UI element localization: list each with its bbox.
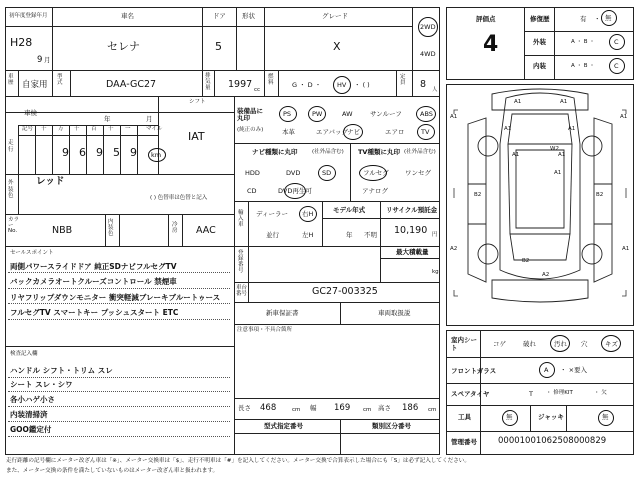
checked-label: 車検 xyxy=(24,109,37,117)
displacement: 1997 xyxy=(228,79,253,90)
first-reg-month: 9 xyxy=(37,55,43,65)
seat-item: キズ xyxy=(605,340,618,348)
digit-label: 一 xyxy=(125,126,131,132)
seat-item: 汚れ xyxy=(554,340,567,348)
new-warranty: 新車保証書 xyxy=(266,309,299,317)
drive-2wd: 2WD xyxy=(420,23,436,31)
checked-month-label: 月 xyxy=(146,115,153,123)
shape-label: 形状 xyxy=(242,12,255,20)
handle-left: 左H xyxy=(302,231,314,239)
repair-label: 修復歴 xyxy=(530,15,550,23)
footer-line-1: 走行距離の記号欄にメーター改ざん車は「※」、メーター交換車は「$」、走行不明車は「#」を記入してください。メーター交換で合算表示した場合にも「S」は必ず記入してください。 xyxy=(6,458,470,464)
first-reg-year: H28 xyxy=(10,36,33,49)
type-spec-label: 型式指定番号 xyxy=(264,422,303,430)
doors: 5 xyxy=(215,40,222,53)
max-load-unit: kg xyxy=(432,269,439,275)
diagram-label: A2 xyxy=(450,246,458,252)
recycle-label: リサイクル預託金 xyxy=(386,206,438,214)
car-name: セレナ xyxy=(107,40,140,53)
diagram-label: A1 xyxy=(560,99,568,105)
equip-item: ABS xyxy=(420,110,433,118)
model-year-label: モデル年式 xyxy=(333,206,366,214)
seat-item: 破れ xyxy=(523,340,536,348)
digit-label: 万 xyxy=(58,126,64,132)
glass-label: フロントガラス xyxy=(451,367,497,375)
jack-label: ジャッキ xyxy=(538,413,564,421)
month-unit: 月 xyxy=(44,56,51,64)
diagram-label: A1 xyxy=(450,114,458,120)
equip-item: PW xyxy=(312,110,323,118)
exterior-grades: A ・ B ・ xyxy=(571,39,595,45)
mileage-digit: 6 xyxy=(79,146,86,159)
model: DAA-GC27 xyxy=(106,79,157,90)
sales-line-2: バックカメラオートクルーズコントロール 禁煙車 xyxy=(10,277,177,286)
height-value: 186 xyxy=(402,403,419,413)
interior-color-label: 内装色 xyxy=(108,219,114,238)
mileage-digit: 5 xyxy=(113,146,120,159)
shift-label: シフト xyxy=(189,99,206,105)
reg-no-label: 登録番号 xyxy=(238,250,244,275)
capacity-label: 定員 xyxy=(400,74,406,87)
length-unit: cm xyxy=(292,407,301,413)
diagram-label: B2 xyxy=(596,192,604,198)
inspector-line-5: GOO鑑定付 xyxy=(10,425,52,434)
tv-item: ワンセグ xyxy=(405,169,431,177)
capacity: 8 xyxy=(420,79,427,90)
handle-right: 右H xyxy=(302,210,314,218)
class-label: 車歴 xyxy=(8,74,14,87)
fuel-selected: HV xyxy=(337,81,347,89)
jack-value: 無 xyxy=(602,413,609,421)
digit-label: 記号 xyxy=(22,126,34,132)
model-year-value: 不明 xyxy=(364,231,377,239)
driven-label: 走行 xyxy=(8,140,14,153)
fuel-other: ・ ( ) xyxy=(354,81,370,89)
length-label: 長さ xyxy=(238,404,251,412)
inspector-label: 検査記入欄 xyxy=(10,351,38,357)
sales-line-4: フルセグTV スマートキー プッシュスタート ETC xyxy=(10,308,179,317)
nav-item: DVD xyxy=(286,169,301,177)
diagram-label: W2 xyxy=(550,146,559,152)
vin-label: 車台番号 xyxy=(236,285,248,298)
tv-item: アナログ xyxy=(362,187,388,195)
equip-item: TV xyxy=(421,128,430,136)
manual: 車両取扱説 xyxy=(378,309,411,317)
footer-line-2: また、メーター交換の条件を満たしていないものはメーター改ざん車と扱われます。 xyxy=(6,468,219,474)
inspector-line-1: ハンドル シフト・トリム スレ xyxy=(10,366,113,375)
inspector-line-3: 各小ハゲ小さ xyxy=(10,395,55,404)
height-unit: cm xyxy=(428,407,437,413)
first-reg-label: 初年度登録年月 xyxy=(9,13,48,19)
exterior-note: ( ) 色替車は色替と記入 xyxy=(150,195,208,201)
seat-item: コゲ xyxy=(493,340,506,348)
drive-4wd: 4WD xyxy=(420,50,436,58)
interior-grade: C xyxy=(614,62,619,70)
diagram-label: A1 xyxy=(622,246,630,252)
diagram-label: A1 xyxy=(558,152,566,158)
checked-year-label: 年 xyxy=(104,115,111,123)
equipment-sublabel: (純正のみ) xyxy=(237,127,264,133)
tv-label: TV種類に丸印 xyxy=(358,148,400,156)
diagram-label: A1 xyxy=(554,170,562,176)
diagram-label: A2 xyxy=(542,272,550,278)
nav-item: DVD再生可 xyxy=(278,187,312,195)
spare-label: スペアタイヤ xyxy=(451,390,490,398)
vin: GC27-003325 xyxy=(312,286,378,297)
repair-sep: ・ xyxy=(594,15,601,23)
score-value: 4 xyxy=(483,32,499,57)
digit-label: マイル xyxy=(146,126,163,132)
car-damage-diagram xyxy=(446,84,634,326)
displacement-label: 排気量 xyxy=(205,73,211,92)
notes-label: 注意事項・不具合箇所 xyxy=(237,327,293,333)
mgmt-label: 管理番号 xyxy=(451,438,477,446)
color-code: NBB xyxy=(52,225,73,236)
usage: 自家用 xyxy=(22,80,48,90)
exterior-label: 外装色 xyxy=(8,180,14,200)
width-unit: cm xyxy=(363,407,372,413)
digit-label: 百 xyxy=(91,126,97,132)
mileage-digit: 9 xyxy=(130,146,137,159)
sales-line-3: リヤフリップダウンモニター 衝突軽減ブレーキブルートゥース xyxy=(10,293,221,302)
spare-none: ・ 欠 xyxy=(594,390,607,396)
seat-item: 穴 xyxy=(581,340,588,348)
nav-sublabel: (社外品含む) xyxy=(312,149,344,155)
equip-item: 本革 xyxy=(282,128,295,136)
tv-sublabel: (社外品含む) xyxy=(404,149,436,155)
diagram-label: B2 xyxy=(474,192,482,198)
repair-has: 有 xyxy=(580,15,587,23)
width-label: 幅 xyxy=(310,404,317,412)
diagram-label: A1 xyxy=(512,152,520,158)
diagram-label: A1 xyxy=(504,126,512,132)
equip-item: ナビ xyxy=(347,128,360,136)
nav-item: HDD xyxy=(245,169,260,177)
nav-item: CD xyxy=(247,187,257,195)
class-spec-label: 類別区分番号 xyxy=(372,422,411,430)
equip-item: エアロ xyxy=(385,128,405,136)
length-value: 468 xyxy=(260,403,277,413)
digit-label: 十 xyxy=(108,126,114,132)
unit-km: km xyxy=(151,151,162,159)
mileage-digit: 9 xyxy=(96,146,103,159)
digit-label: 十 xyxy=(41,126,47,132)
grade-value: X xyxy=(333,40,341,53)
inspector-line-4: 内装清掃済 xyxy=(10,410,48,419)
interior-grade-label: 内装 xyxy=(533,62,546,70)
exterior-color: レッド xyxy=(36,176,65,187)
capacity-unit: 人 xyxy=(432,87,438,93)
equip-item: AW xyxy=(342,110,353,118)
import-parallel: 並行 xyxy=(266,231,279,239)
diagram-label: A1 xyxy=(514,99,522,105)
glass-x: ・ ×要入 xyxy=(560,366,588,374)
digit-label: 千 xyxy=(74,126,80,132)
tools-label: 工具 xyxy=(458,413,471,421)
spare-kit: ・ 修理KIT xyxy=(546,390,573,396)
door-label: ドア xyxy=(213,12,226,20)
equip-item: PS xyxy=(283,110,292,118)
model-label: 型式 xyxy=(57,74,63,87)
max-load-label: 最大積載量 xyxy=(396,248,429,256)
color-code-label: カラー No. xyxy=(8,217,20,234)
inspector-line-2: シート スレ・シワ xyxy=(10,380,73,389)
exterior-grade: C xyxy=(614,38,619,46)
height-label: 高さ xyxy=(378,404,391,412)
ac-label: 冷房 xyxy=(172,222,178,235)
exterior-grade-label: 外装 xyxy=(533,38,546,46)
sales-points-label: セールスポイント xyxy=(10,250,54,256)
recycle-value: 10,190 xyxy=(394,225,428,236)
fuel-options: G ・ D ・ xyxy=(292,81,322,89)
nav-item: SD xyxy=(322,169,332,177)
fuel-label: 燃料 xyxy=(268,74,274,87)
recycle-unit: 円 xyxy=(432,232,438,238)
import-label: 輸入車 xyxy=(238,210,244,229)
cc-unit: cc xyxy=(254,87,261,93)
mileage-digit: 9 xyxy=(62,146,69,159)
shift-value: IAT xyxy=(188,130,205,143)
ac-value: AAC xyxy=(196,225,216,236)
score-label: 評価点 xyxy=(476,15,496,23)
seat-label: 室内シート xyxy=(451,336,477,353)
tools-value: 無 xyxy=(506,413,513,421)
equip-item: エアバッグ xyxy=(316,128,348,136)
diagram-label: A1 xyxy=(568,126,576,132)
diagram-label: A1 xyxy=(620,114,628,120)
grade-label: グレード xyxy=(322,12,348,20)
width-value: 169 xyxy=(334,403,351,413)
repair-none: 無 xyxy=(605,14,612,22)
model-year-unit: 年 xyxy=(346,231,353,239)
nav-label: ナビ種類に丸印 xyxy=(252,148,298,156)
equipment-label: 装備品に丸印 xyxy=(237,107,263,123)
tv-item: フルセグ xyxy=(363,169,389,177)
sales-line-1: 両側パワースライドドア 純正SDナビフルセグTV xyxy=(10,262,177,271)
mgmt-value: 00001001062508000829 xyxy=(498,436,607,446)
glass-a: A xyxy=(544,366,549,374)
diagram-label: B2 xyxy=(522,258,530,264)
interior-grades: A ・ B ・ xyxy=(571,63,595,69)
car-name-label: 車名 xyxy=(121,12,134,20)
import-dealer: ディーラー xyxy=(256,210,288,218)
equip-item: サンルーフ xyxy=(370,110,402,118)
spare-t: T xyxy=(529,390,533,398)
